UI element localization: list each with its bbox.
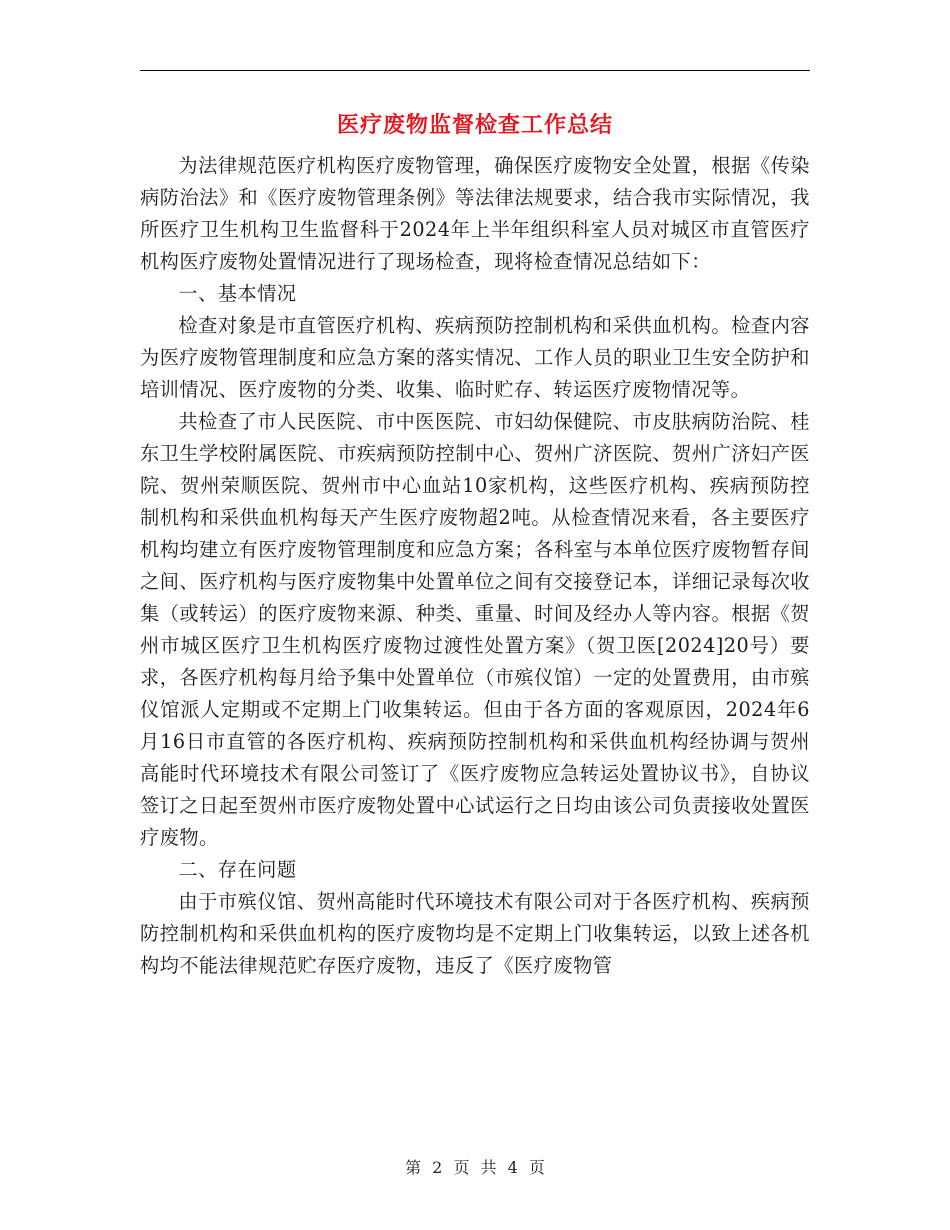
section-heading-problems: 二、存在问题 bbox=[178, 858, 297, 881]
paragraph-problems: 由于市殡仪馆、贺州高能时代环境技术有限公司对于各医疗机构、疾病预防控制机构和采供血机构的医疗废物均是不定期上门收集转运，以致上述各机构均不能法律规范贮存医疗废物，违反了《医疗废物管 bbox=[140, 890, 810, 977]
paragraph-intro: 为法律规范医疗机构医疗废物管理，确保医疗废物安全处置，根据《传染病防治法》和《医疗废物管理条例》等法律法规要求，结合我市实际情况，我所医疗卫生机构卫生监督科于2024年上半年组织科室人员对城区市直管医疗机构医疗废物处置情况进行了现场检查，现将检查情况总结如下： bbox=[140, 154, 810, 273]
section-heading-basic: 一、基本情况 bbox=[178, 282, 297, 305]
page-footer: 第 2 页 共 4 页 bbox=[405, 1158, 545, 1177]
paragraph-inspection: 共检查了市人民医院、市中医医院、市妇幼保健院、市皮肤病防治院、桂东卫生学校附属医院、市疾病预防控制中心、贺州广济医院、贺州广济妇产医院、贺州荣顺医院、贺州市中心血站10家机构，这些医疗机构、疾病预防控制机构和采供血机构每天产生医疗废物超2吨。从检查情况来看，各主要医疗机构均建立有医疗废物管理制度和应急方案；各科室与本单位医疗废物暂存间之间、医疗机构与医疗废物集中处置单位之间有交接登记本，详细记录每次收集（或转运）的医疗废物来源、种类、重量、时间及经办人等内容。根据《贺州市城区医疗卫生机构医疗废物过渡性处置方案》（贺卫医[2024]20号）要求，各医疗机构每月给予集中处置单位（市殡仪馆）一定的处置费用，由市殡仪馆派人定期或不定期上门收集转运。但由于各方面的客观原因，2024年6月16日市直管的各医疗机构、疾病预防控制机构和采供血机构经协调与贺州高能时代环境技术有限公司签订了《医疗废物应急转运处置协议书》，自协议签订之日起至贺州市医疗废物处置中心试运行之日均由该公司负责接收处置医疗废物。 bbox=[140, 410, 810, 849]
document-body bbox=[140, 150, 810, 982]
paragraph-scope: 检查对象是市直管医疗机构、疾病预防控制机构和采供血机构。检查内容为医疗废物管理制度和应急方案的落实情况、工作人员的职业卫生安全防护和培训情况、医疗废物的分类、收集、临时贮存、转运医疗废物情况等。 bbox=[140, 314, 810, 401]
header-rule bbox=[140, 70, 810, 71]
document-title: 医疗废物监督检查工作总结 bbox=[336, 112, 613, 138]
